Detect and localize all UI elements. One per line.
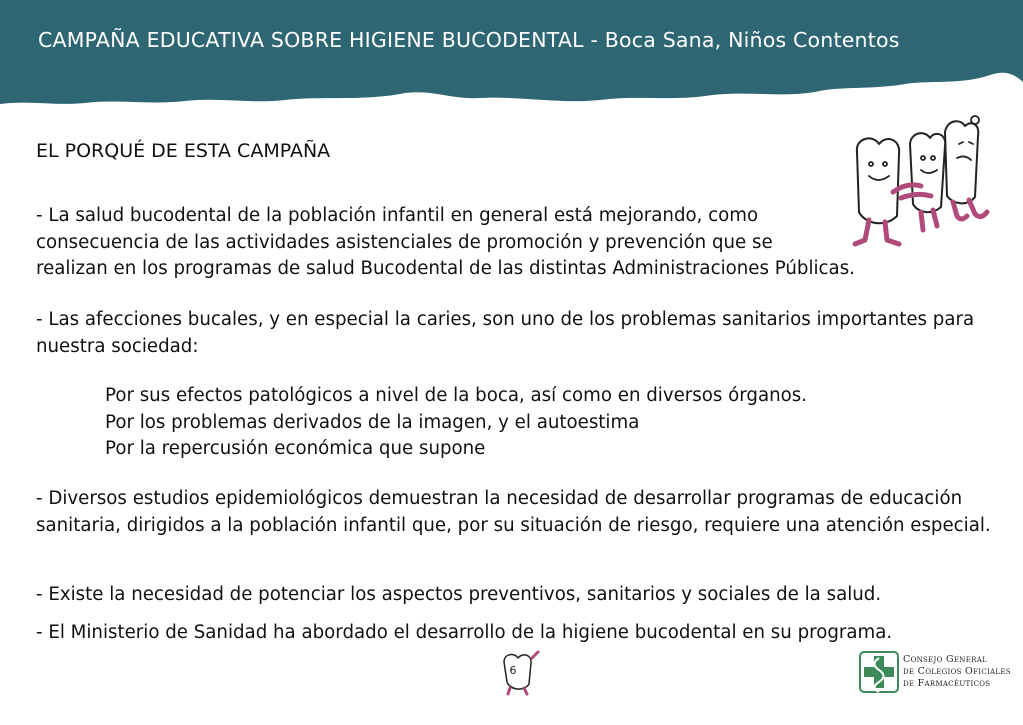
paragraph-line: realizan en los programas de salud Bucodental de las distintas Administraciones Públicas. [36,258,855,279]
paragraph-line: consecuencia de las actividades asistenciales de promoción y prevención que se [36,231,773,253]
section-title: EL PORQUÉ DE ESTA CAMPAÑA [36,140,331,162]
logo-line: de Farmacéuticos [903,678,991,689]
reason-item: Por los problemas derivados de la imagen, y el autoestima [105,411,640,433]
paragraph-studies: - Diversos estudios epidemiológicos demuestran la necesidad de desarrollar programas de educación sanitaria, dirigidos a la población infantil que, por su situación de riesgo, requiere una atención especial. [36,488,991,536]
paragraph-prevention: - Existe la necesidad de potenciar los aspectos preventivos, sanitarios y sociales de la salud. [36,584,882,605]
teeth-characters-icon [835,112,1000,252]
logo-line: Consejo General [903,654,988,665]
header-title: CAMPAÑA EDUCATIVA SOBRE HIGIENE BUCODENTAL - Boca Sana, Niños Contentos [38,28,900,52]
reasons-list [105,383,807,463]
page-number: 6 [509,664,517,677]
header-wave-shape [0,0,1023,110]
paragraph-health-improving [36,203,936,283]
paragraph-line: - La salud bucodental de la población infantil en general está mejorando, como [36,205,759,226]
header-banner [0,0,1023,110]
paragraph-oral-diseases: - Las afecciones bucales, y en especial la caries, son uno de los problemas sanitarios importantes para nuestra sociedad: [36,309,975,357]
reason-item: Por la repercusión económica que supone [105,438,486,459]
council-logo-text [903,654,1011,690]
reason-item: Por sus efectos patológicos a nivel de la boca, así como en diversos órganos. [105,385,808,406]
logo-line: de Colegios Oficiales [903,666,1011,677]
paragraph-ministry: - El Ministerio de Sanidad ha abordado el desarrollo de la higiene bucodental en su programa. [36,622,893,643]
